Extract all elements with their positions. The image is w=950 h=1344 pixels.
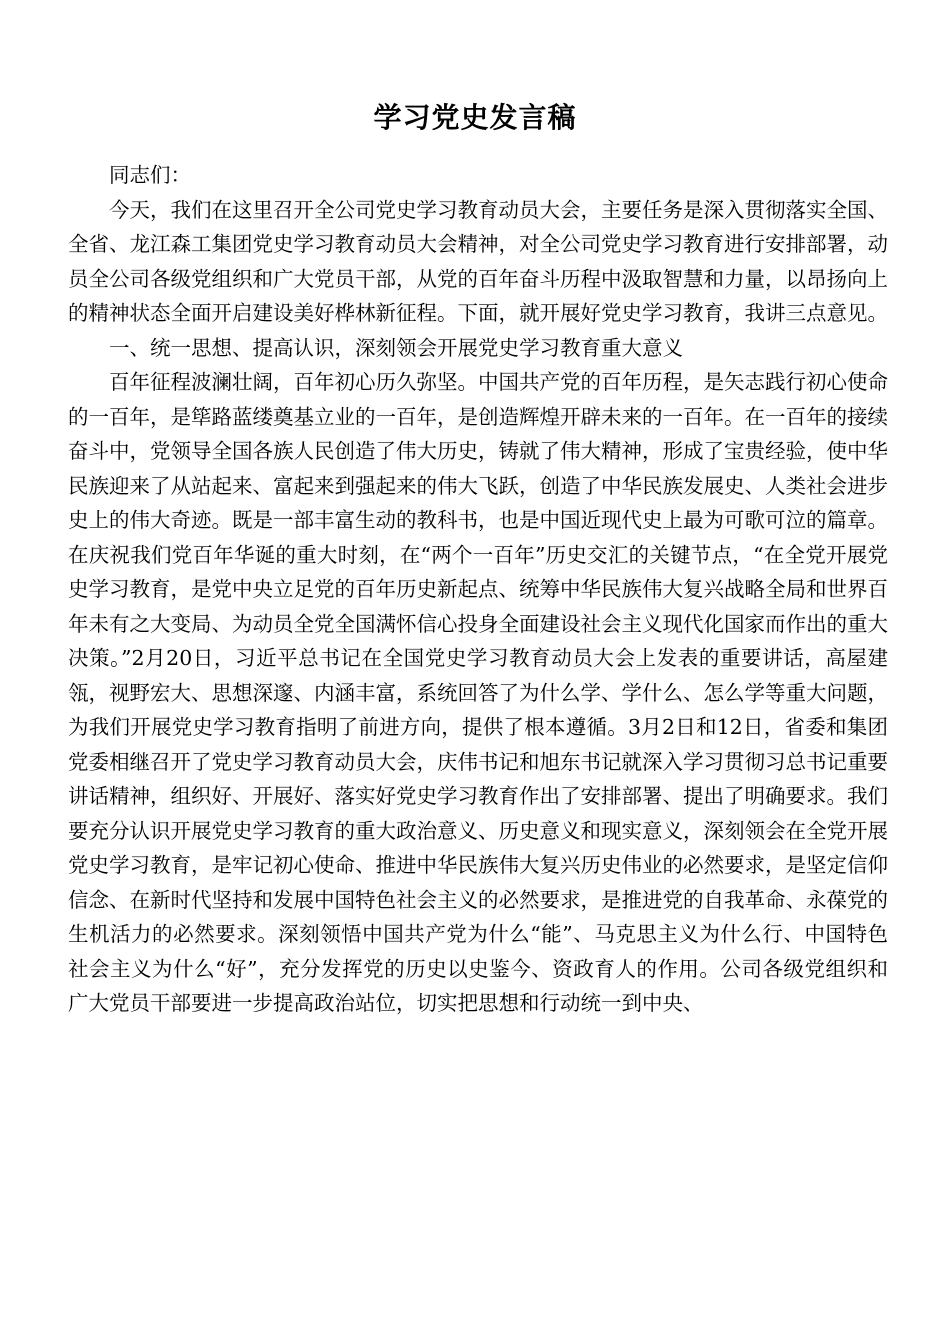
document-body — [68, 158, 888, 1021]
paragraph-opening: 今天，我们在这里召开全公司党史学习教育动员大会，主要任务是深入贯彻落实全国、全省、龙江森工集团党史学习教育动员大会精神，对全公司党史学习教育进行安排部署，动员全公司各级党组织和广大党员干部，从党的百年奋斗历程中汲取智慧和力量，以昂扬向上的精神状态全面开启建设美好桦林新征程。下面，就开展好党史学习教育，我讲三点意见。 — [68, 197, 888, 325]
section-heading-1: 一、统一思想、提高认识，深刻领会开展党史学习教育重大意义 — [109, 335, 683, 360]
paragraph-section-1-body: 百年征程波澜壮阔，百年初心历久弥坚。中国共产党的百年历程，是矢志践行初心使命的一百年，是筚路蓝缕奠基立业的一百年，是创造辉煌开辟未来的一百年。在一百年的接续奋斗中，党领导全国各族人民创造了伟大历史，铸就了伟大精神，形成了宝贵经验，使中华民族迎来了从站起来、富起来到强起来的伟大飞跃，创造了中华民族发展史、人类社会进步史上的伟大奇迹。既是一部丰富生动的教科书，也是中国近现代史上最为可歌可泣的篇章。在庆祝我们党百年华诞的重大时刻，在“两个一百年”历史交汇的关键节点，“在全党开展党史学习教育，是党中央立足党的百年历史新起点、统筹中华民族伟大复兴战略全局和世界百年未有之大变局、为动员全党全国满怀信心投身全面建设社会主义现代化国家而作出的重大决策。”2月20日，习近平总书记在全国党史学习教育动员大会上发表的重要讲话，高屋建瓴，视野宏大、思想深邃、内涵丰富，系统回答了为什么学、学什么、怎么学等重大问题，为我们开展党史学习教育指明了前进方向，提供了根本遵循。3月2日和12日，省委和集团党委相继召开了党史学习教育动员大会，庆伟书记和旭东书记就深入学习贯彻习总书记重要讲话精神，组织好、开展好、落实好党史学习教育作出了安排部署、提出了明确要求。我们要充分认识开展党史学习教育的重大政治意义、历史意义和现实意义，深刻领会在全党开展党史学习教育，是牢记初心使命、推进中华民族伟大复兴历史伟业的必然要求，是坚定信仰信念、在新时代坚持和发展中国特色社会主义的必然要求，是推进党的自我革命、永葆党的生机活力的必然要求。深刻领悟中国共产党为什么“能”、马克思主义为什么行、中国特色社会主义为什么“好”，充分发挥党的历史以史鉴今、资政育人的作用。公司各级党组织和广大党员干部要进一步提高政治站位，切实把思想和行动统一到中央、 — [68, 370, 888, 1015]
document-title: 学习党史发言稿 — [373, 101, 577, 134]
paragraph-salutation: 同志们： — [109, 163, 191, 187]
